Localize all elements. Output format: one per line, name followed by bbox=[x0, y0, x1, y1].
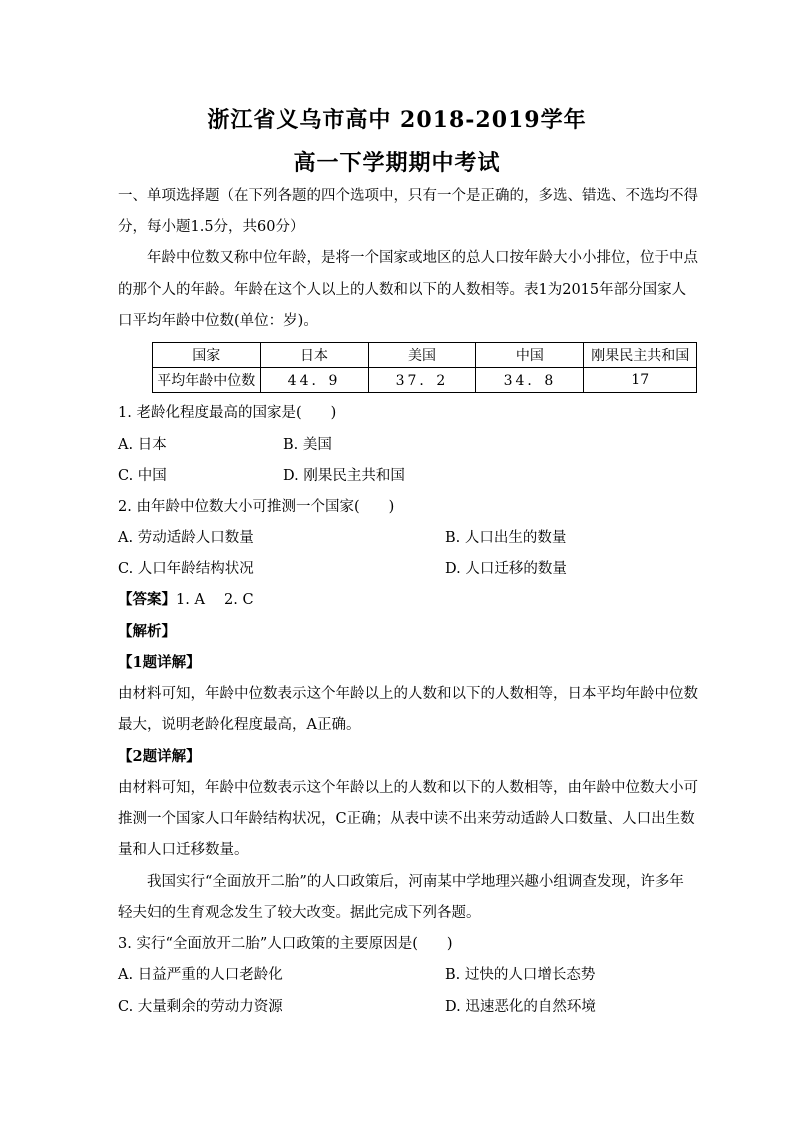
q2-option-c: C. 人口年龄结构状况 bbox=[118, 561, 254, 577]
table-header-cell: 中国 bbox=[476, 343, 584, 368]
q2-option-b: B. 人口出生的数量 bbox=[445, 530, 567, 546]
passage2-line-1: 我国实行“全面放开二胎”的人口政策后，河南某中学地理兴趣小组调查发现，许多年 bbox=[147, 874, 684, 890]
q3-option-a: A. 日益严重的人口老龄化 bbox=[118, 967, 283, 983]
table-cell: 17 bbox=[584, 368, 697, 393]
analysis-label: 【解析】 bbox=[118, 623, 176, 640]
q2-option-d: D. 人口迁移的数量 bbox=[445, 561, 567, 577]
detail1-line-1: 由材料可知，年龄中位数表示这个年龄以上的人数和以下的人数相等，日本平均年龄中位数 bbox=[118, 686, 698, 702]
passage1-line-1: 年龄中位数又称中位年龄，是将一个国家或地区的总人口按年龄大小小排位，位于中点 bbox=[147, 250, 698, 266]
detail2-line-2: 推测一个国家人口年龄结构状况，C正确；从表中读不出来劳动适龄人口数量、人口出生数 bbox=[118, 811, 695, 827]
q3-option-b: B. 过快的人口增长态势 bbox=[445, 967, 596, 983]
section-heading-line-2: 分，每小题1.5分，共60分） bbox=[118, 219, 305, 235]
answer-text: 1. A 2. C bbox=[176, 592, 254, 608]
q3-option-c: C. 大量剩余的劳动力资源 bbox=[118, 999, 283, 1015]
table-header-row bbox=[153, 343, 697, 368]
passage1-line-3: 口平均年龄中位数(单位：岁)。 bbox=[118, 313, 318, 329]
table-cell: 平均年龄中位数 bbox=[153, 368, 261, 393]
q1-option-d: D. 刚果民主共和国 bbox=[283, 468, 405, 484]
section-heading-line-1: 一、单项选择题（在下列各题的四个选项中，只有一个是正确的，多选、错选、不选均不得 bbox=[118, 188, 698, 204]
q3-stem: 3. 实行“全面放开二胎”人口政策的主要原因是( ) bbox=[118, 936, 453, 952]
table-header-cell: 国家 bbox=[153, 343, 261, 368]
title-line-2: 高一下学期期中考试 bbox=[293, 150, 501, 176]
q2-option-a: A. 劳动适龄人口数量 bbox=[118, 530, 254, 546]
answer-label: 【答案】 bbox=[118, 591, 176, 608]
detail2-line-3: 量和人口迁移数量。 bbox=[118, 842, 249, 858]
median-age-table bbox=[152, 342, 697, 393]
table-row bbox=[153, 368, 697, 393]
title-line-1: 浙江省义乌市高中 2018-2019学年 bbox=[207, 107, 587, 133]
table-cell: 34．8 bbox=[476, 368, 584, 393]
passage1-line-2: 的那个人的年龄。年龄在这个人以上的人数和以下的人数相等。表1为2015年部分国家人 bbox=[118, 282, 687, 298]
table-header-cell: 美国 bbox=[368, 343, 476, 368]
table-header-cell: 日本 bbox=[260, 343, 368, 368]
detail1-line-2: 最大，说明老龄化程度最高，A正确。 bbox=[118, 717, 361, 733]
table-cell: 37．2 bbox=[368, 368, 476, 393]
q3-option-d: D. 迅速恶化的自然环境 bbox=[445, 999, 596, 1015]
detail2-label: 【2题详解】 bbox=[118, 748, 201, 765]
passage2-line-2: 轻夫妇的生育观念发生了较大改变。据此完成下列各题。 bbox=[118, 905, 481, 921]
answer-line bbox=[118, 590, 254, 610]
q2-stem: 2. 由年龄中位数大小可推测一个国家( ) bbox=[118, 499, 395, 515]
q1-option-b: B. 美国 bbox=[283, 437, 332, 453]
table-cell: 44．9 bbox=[260, 368, 368, 393]
detail2-line-1: 由材料可知，年龄中位数表示这个年龄以上的人数和以下的人数相等，由年龄中位数大小可 bbox=[118, 780, 698, 796]
q1-option-a: A. 日本 bbox=[118, 437, 167, 453]
q1-option-c: C. 中国 bbox=[118, 468, 167, 484]
table-header-cell: 刚果民主共和国 bbox=[584, 343, 697, 368]
q1-stem: 1. 老龄化程度最高的国家是( ) bbox=[118, 405, 337, 421]
detail1-label: 【1题详解】 bbox=[118, 654, 201, 671]
